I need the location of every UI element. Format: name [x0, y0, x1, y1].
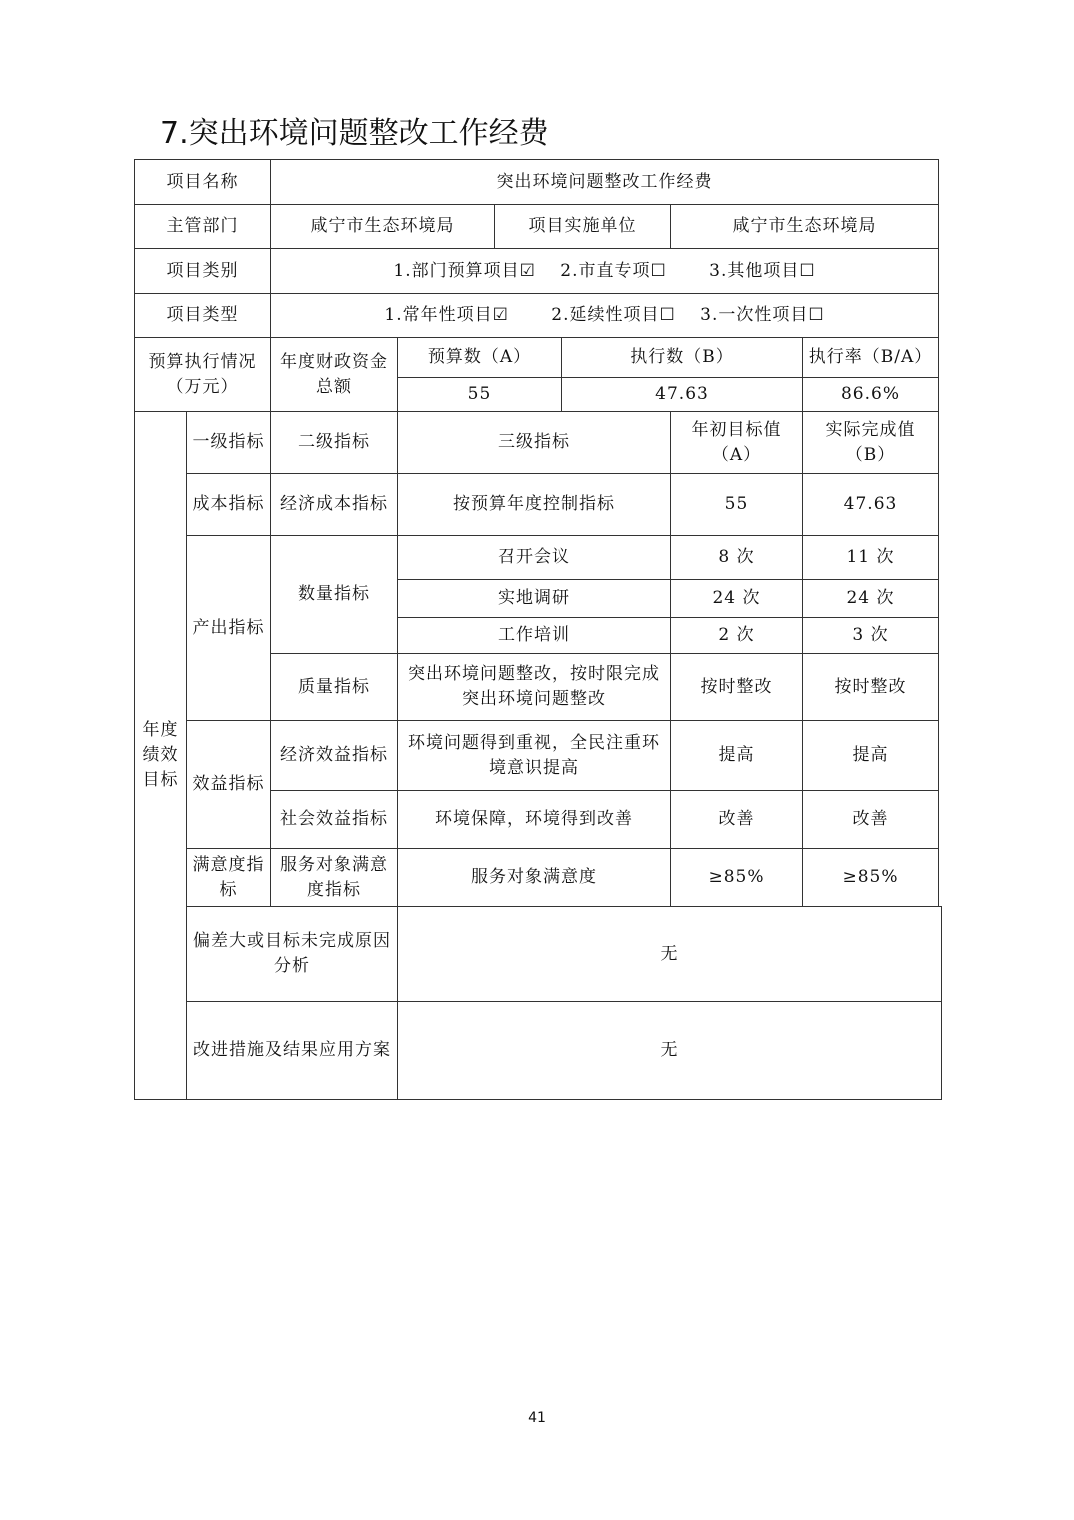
table-row	[135, 338, 942, 378]
table-row	[135, 160, 942, 205]
type-label: 项目类型	[135, 294, 271, 338]
cost-target: 55	[671, 474, 803, 536]
social-actual: 改善	[803, 791, 939, 849]
project-name-label: 项目名称	[135, 160, 271, 205]
budget-header: 预算数（A）	[398, 338, 562, 378]
quantity-actual: 11 次	[803, 536, 939, 580]
social-level3: 环境保障，环境得到改善	[398, 791, 671, 849]
table-row	[135, 536, 942, 580]
social-target: 改善	[671, 791, 803, 849]
category-value: 1.部门预算项目☑ 2.市直专项☐ 3.其他项目☐	[271, 249, 939, 294]
header-target: 年初目标值（A）	[671, 412, 803, 474]
exec-value: 47.63	[562, 378, 803, 412]
quantity-target: 24 次	[671, 580, 803, 618]
satisfaction-level3: 服务对象满意度	[398, 849, 671, 907]
perf-section-label: 年度绩效目标	[135, 412, 187, 1100]
performance-table	[134, 159, 942, 1100]
cost-level1: 成本指标	[187, 474, 271, 536]
quantity-actual: 3 次	[803, 618, 939, 654]
table-row	[135, 294, 942, 338]
rate-value: 86.6%	[803, 378, 939, 412]
quantity-target: 2 次	[671, 618, 803, 654]
table-row	[135, 907, 942, 1002]
impl-unit-value: 咸宁市生态环境局	[671, 205, 939, 249]
quality-level3: 突出环境问题整改，按时限完成突出环境问题整改	[398, 654, 671, 721]
quantity-actual: 24 次	[803, 580, 939, 618]
quality-actual: 按时整改	[803, 654, 939, 721]
satisfaction-actual: ≥85%	[803, 849, 939, 907]
table-row	[135, 474, 942, 536]
quality-level2: 质量指标	[271, 654, 398, 721]
table-row	[135, 849, 942, 907]
quality-target: 按时整改	[671, 654, 803, 721]
header-level1: 一级指标	[187, 412, 271, 474]
satisfaction-level2: 服务对象满意度指标	[271, 849, 398, 907]
economic-level3: 环境问题得到重视，全民注重环境意识提高	[398, 721, 671, 791]
benefit-level1: 效益指标	[187, 721, 271, 849]
page-title: 7.突出环境问题整改工作经费	[160, 116, 549, 151]
deviation-label: 偏差大或目标未完成原因分析	[187, 907, 398, 1002]
cost-level2: 经济成本指标	[271, 474, 398, 536]
budget-sub-label: 年度财政资金总额	[271, 338, 398, 412]
improve-value: 无	[398, 1002, 942, 1100]
quantity-target: 8 次	[671, 536, 803, 580]
quantity-level2: 数量指标	[271, 536, 398, 654]
project-name-value: 突出环境问题整改工作经费	[271, 160, 939, 205]
improve-label: 改进措施及结果应用方案	[187, 1002, 398, 1100]
economic-actual: 提高	[803, 721, 939, 791]
quantity-level3: 实地调研	[398, 580, 671, 618]
table-row	[135, 249, 942, 294]
type-value: 1.常年性项目☑ 2.延续性项目☐ 3.一次性项目☐	[271, 294, 939, 338]
table-row	[135, 205, 942, 249]
satisfaction-target: ≥85%	[671, 849, 803, 907]
cost-actual: 47.63	[803, 474, 939, 536]
quantity-level3: 工作培训	[398, 618, 671, 654]
dept-label: 主管部门	[135, 205, 271, 249]
category-label: 项目类别	[135, 249, 271, 294]
budget-label: 预算执行情况（万元）	[135, 338, 271, 412]
deviation-value: 无	[398, 907, 942, 1002]
header-actual: 实际完成值（B）	[803, 412, 939, 474]
table-row	[135, 412, 942, 474]
economic-target: 提高	[671, 721, 803, 791]
social-level2: 社会效益指标	[271, 791, 398, 849]
rate-header: 执行率（B/A）	[803, 338, 939, 378]
exec-header: 执行数（B）	[562, 338, 803, 378]
dept-value: 咸宁市生态环境局	[271, 205, 495, 249]
impl-unit-label: 项目实施单位	[495, 205, 671, 249]
satisfaction-level1: 满意度指标	[187, 849, 271, 907]
economic-level2: 经济效益指标	[271, 721, 398, 791]
page-number: 41	[528, 1410, 546, 1426]
table-row	[135, 1002, 942, 1100]
header-level3: 三级指标	[398, 412, 671, 474]
budget-value: 55	[398, 378, 562, 412]
cost-level3: 按预算年度控制指标	[398, 474, 671, 536]
table-row	[135, 721, 942, 791]
output-level1: 产出指标	[187, 536, 271, 721]
quantity-level3: 召开会议	[398, 536, 671, 580]
header-level2: 二级指标	[271, 412, 398, 474]
